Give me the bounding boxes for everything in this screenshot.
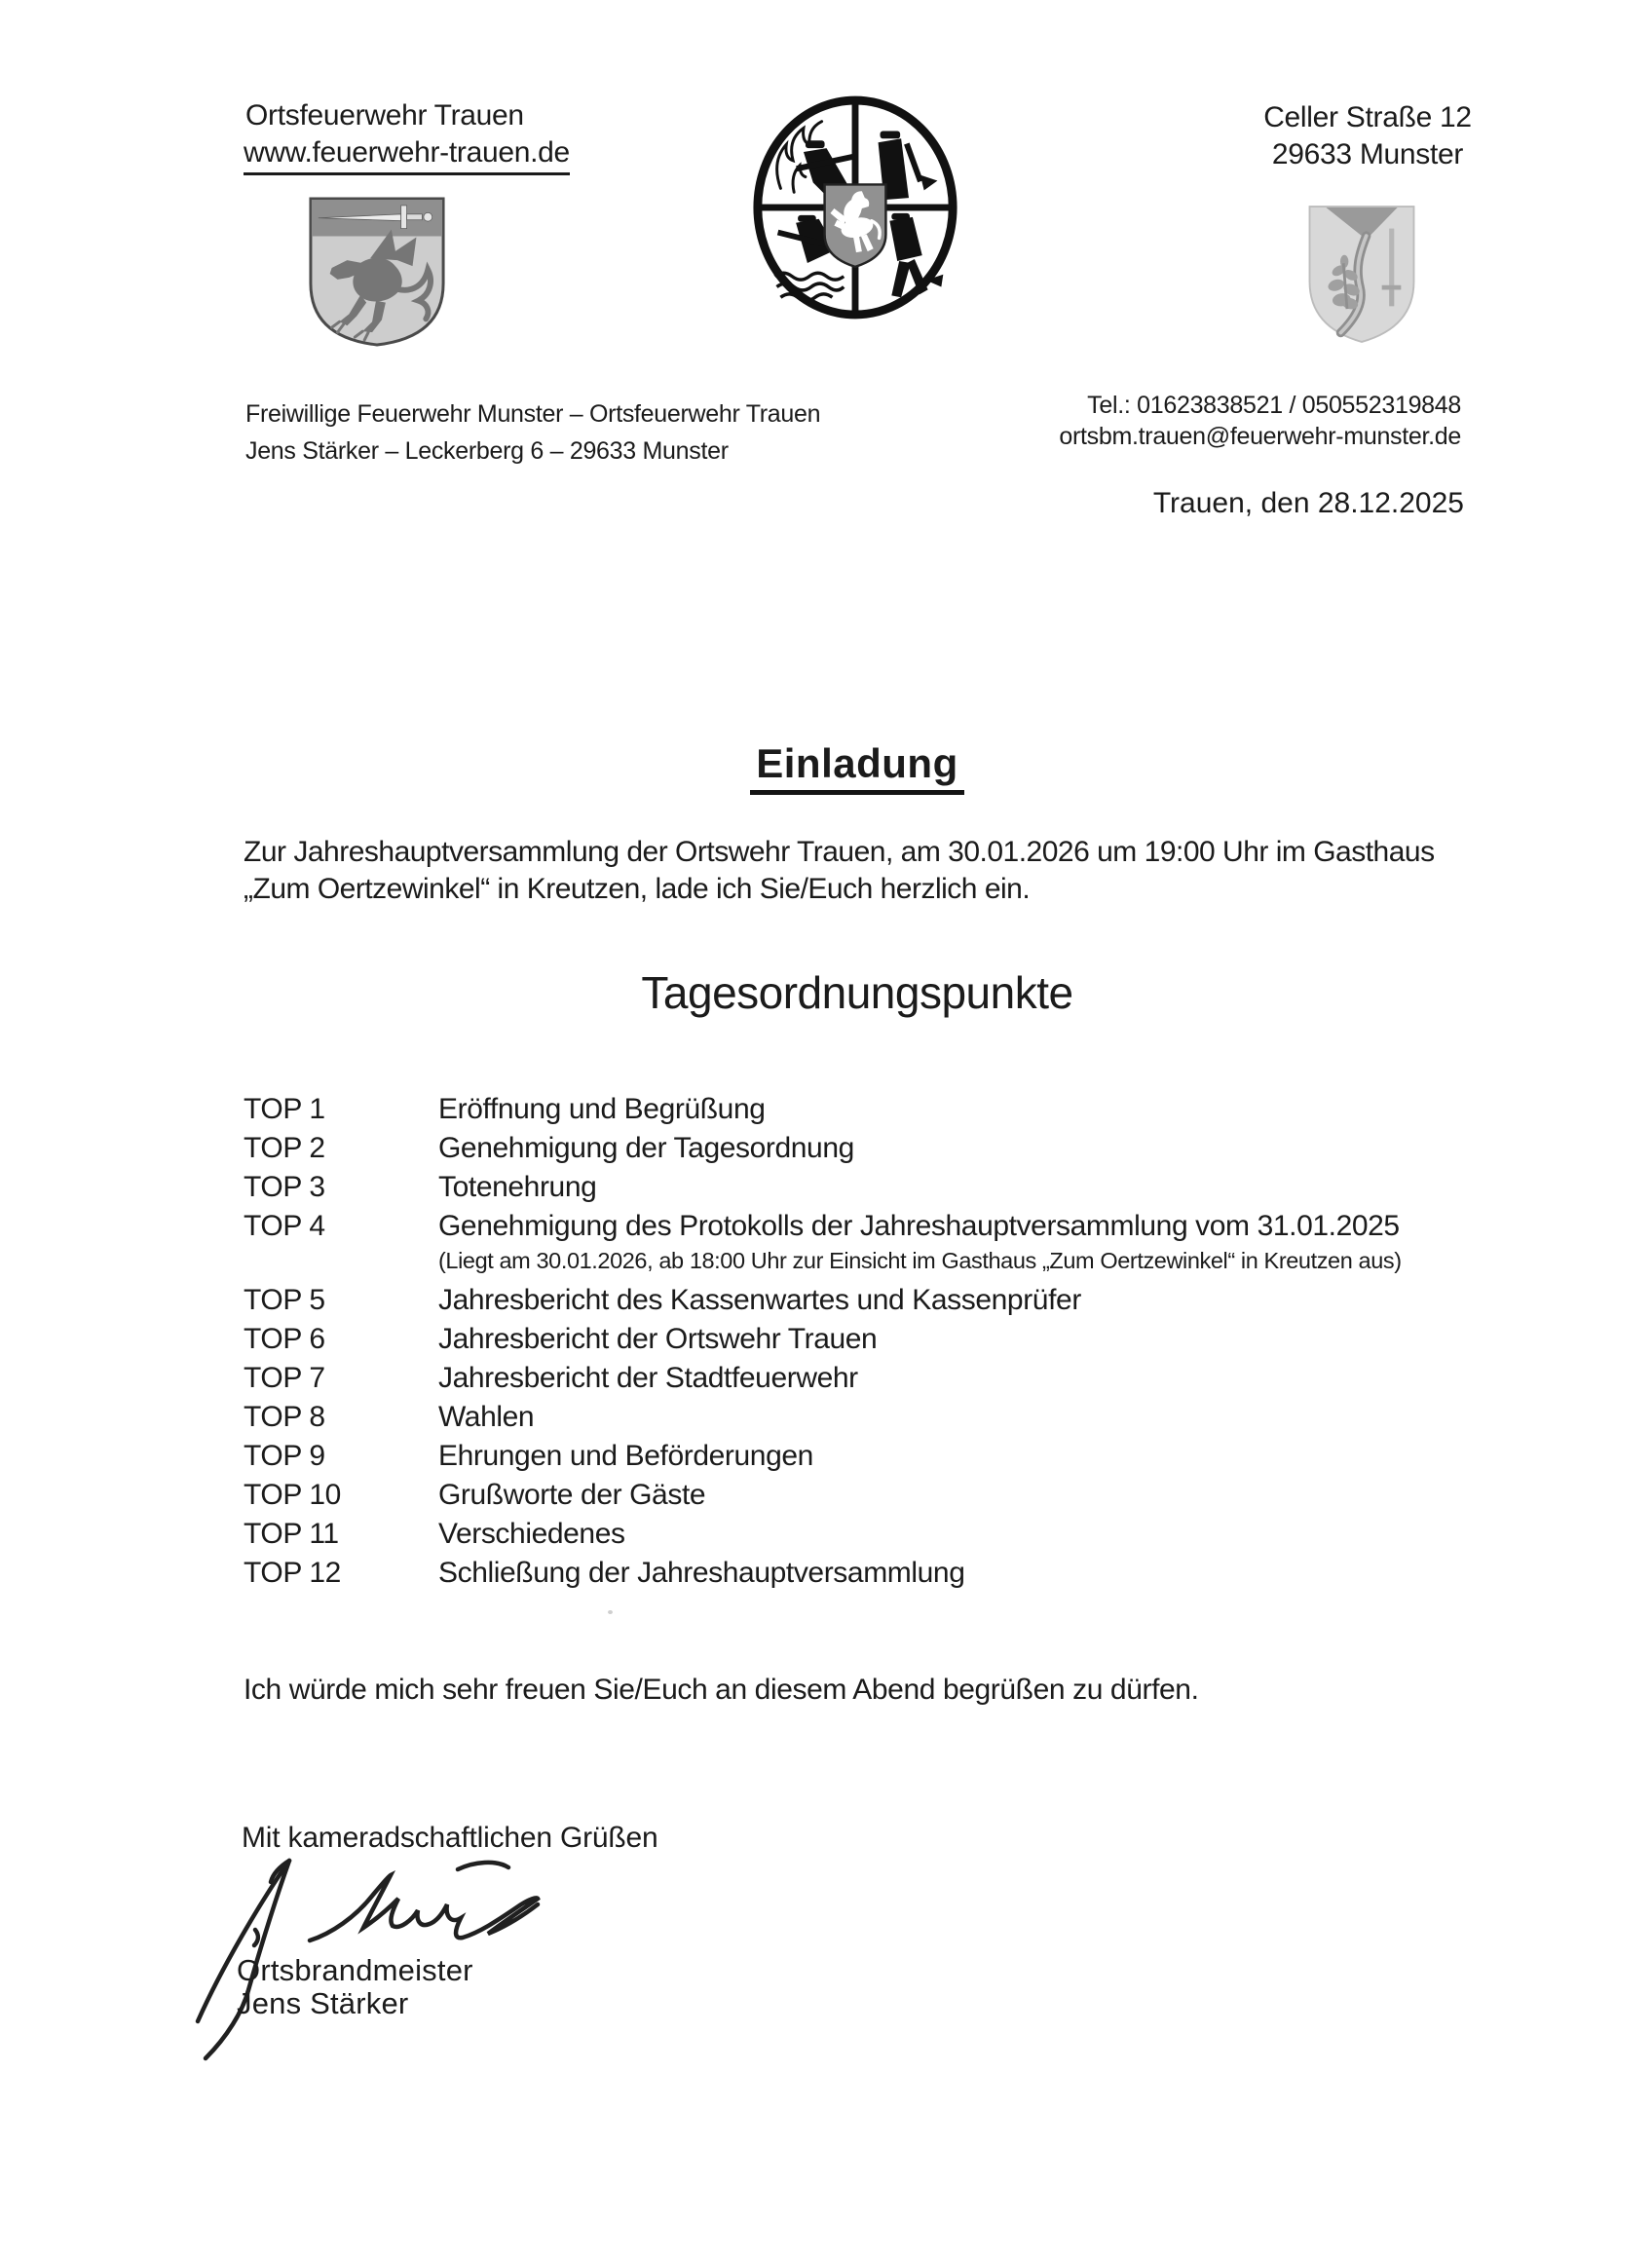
- agenda-item-text: Totenehrung: [438, 1171, 597, 1203]
- address-city: 29633 Munster: [1271, 138, 1464, 170]
- phone-numbers: Tel.: 01623838521 / 050552319848: [1087, 392, 1461, 419]
- agenda-item: [244, 1401, 534, 1434]
- signer-role: Ortsbrandmeister: [237, 1953, 473, 1987]
- agenda-item-note: (Liegt am 30.01.2026, ab 18:00 Uhr zur Einsicht im Gasthaus „Zum Oertzewinkel“ in Kreutzen aus): [438, 1248, 1402, 1273]
- agenda-item-label: TOP 8: [244, 1401, 325, 1433]
- agenda-item-text: Jahresbericht des Kassenwartes und Kassenprüfer: [438, 1284, 1081, 1316]
- agenda-item-label: TOP 11: [244, 1518, 339, 1550]
- org-name: Ortsfeuerwehr Trauen: [245, 99, 524, 132]
- email-address: ortsbm.trauen@feuerwehr-munster.de: [1059, 423, 1461, 450]
- agenda-item-label: TOP 1: [244, 1093, 325, 1125]
- agenda-item-text: Genehmigung der Tagesordnung: [438, 1132, 854, 1164]
- scan-artifact-dot: [608, 1610, 613, 1614]
- address-street: Celler Straße 12: [1263, 101, 1472, 133]
- agenda-item: [244, 1210, 1400, 1243]
- letter-title-text: Einladung: [750, 740, 964, 795]
- agenda-item: [244, 1518, 625, 1551]
- agenda-item-text: Wahlen: [438, 1401, 535, 1433]
- agenda-item-text: Jahresbericht der Stadtfeuerwehr: [438, 1362, 858, 1394]
- agenda-item-label: TOP 4: [244, 1210, 325, 1242]
- agenda-item: [244, 1440, 813, 1473]
- agenda-item-label: TOP 6: [244, 1323, 325, 1355]
- sender-line2: Jens Stärker – Leckerberg 6 – 29633 Munster: [245, 437, 729, 465]
- agenda-item-text: Jahresbericht der Ortswehr Trauen: [438, 1323, 878, 1355]
- intro-line-1: Zur Jahreshauptversammlung der Ortswehr Trauen, am 30.01.2026 um 19:00 Uhr im Gasthaus: [244, 836, 1435, 868]
- date-line: Trauen, den 28.12.2025: [1152, 487, 1464, 519]
- dragon-crest-icon: [305, 195, 449, 349]
- agenda-item: [244, 1557, 965, 1590]
- org-address: [1221, 99, 1514, 173]
- sender-block: [245, 396, 820, 470]
- fire-brigade-emblem-icon: [750, 93, 960, 322]
- sender-line1: Freiwillige Feuerwehr Munster – Ortsfeuerwehr Trauen: [245, 400, 821, 428]
- agenda-item: [244, 1093, 766, 1126]
- agenda-item-label: TOP 5: [244, 1284, 325, 1316]
- agenda-item-label: TOP 3: [244, 1171, 325, 1203]
- letter-title: [244, 740, 1471, 787]
- agenda-item: [244, 1171, 596, 1204]
- agenda-item: [244, 1479, 705, 1512]
- website-url: www.feuerwehr-trauen.de: [244, 136, 570, 175]
- signer-name: Jens Stärker: [237, 1986, 409, 2020]
- agenda-item-text: Grußworte der Gäste: [438, 1479, 706, 1511]
- intro-line-2: „Zum Oertzewinkel“ in Kreutzen, lade ich Sie/Euch herzlich ein.: [244, 873, 1031, 905]
- agenda-item-label: TOP 2: [244, 1132, 325, 1164]
- contact-block: [877, 390, 1461, 452]
- agenda-heading: Tagesordnungspunkte: [641, 967, 1073, 1018]
- agenda-item-label: TOP 12: [244, 1557, 341, 1589]
- agenda-item-label: TOP 10: [244, 1479, 341, 1511]
- agenda-item-text: Schließung der Jahreshauptversammlung: [438, 1557, 965, 1589]
- agenda-item: [244, 1323, 877, 1356]
- agenda-item-text: Genehmigung des Protokolls der Jahreshauptversammlung vom 31.01.2025: [438, 1210, 1400, 1242]
- agenda-item-text: Verschiedenes: [438, 1518, 625, 1550]
- agenda-item: [244, 1132, 854, 1165]
- agenda-item-text: Ehrungen und Beförderungen: [438, 1440, 813, 1472]
- agenda-item-text: Eröffnung und Begrüßung: [438, 1093, 766, 1125]
- agenda-item: [244, 1362, 858, 1395]
- agenda-item-label: TOP 9: [244, 1440, 325, 1472]
- signoff-line: Mit kameradschaftlichen Grüßen: [242, 1822, 658, 1854]
- closing-line: Ich würde mich sehr freuen Sie/Euch an diesem Abend begrüßen zu dürfen.: [244, 1674, 1199, 1706]
- agenda-item: [244, 1284, 1081, 1317]
- agenda-item-label: TOP 7: [244, 1362, 325, 1394]
- munster-coat-of-arms-icon: [1302, 198, 1421, 351]
